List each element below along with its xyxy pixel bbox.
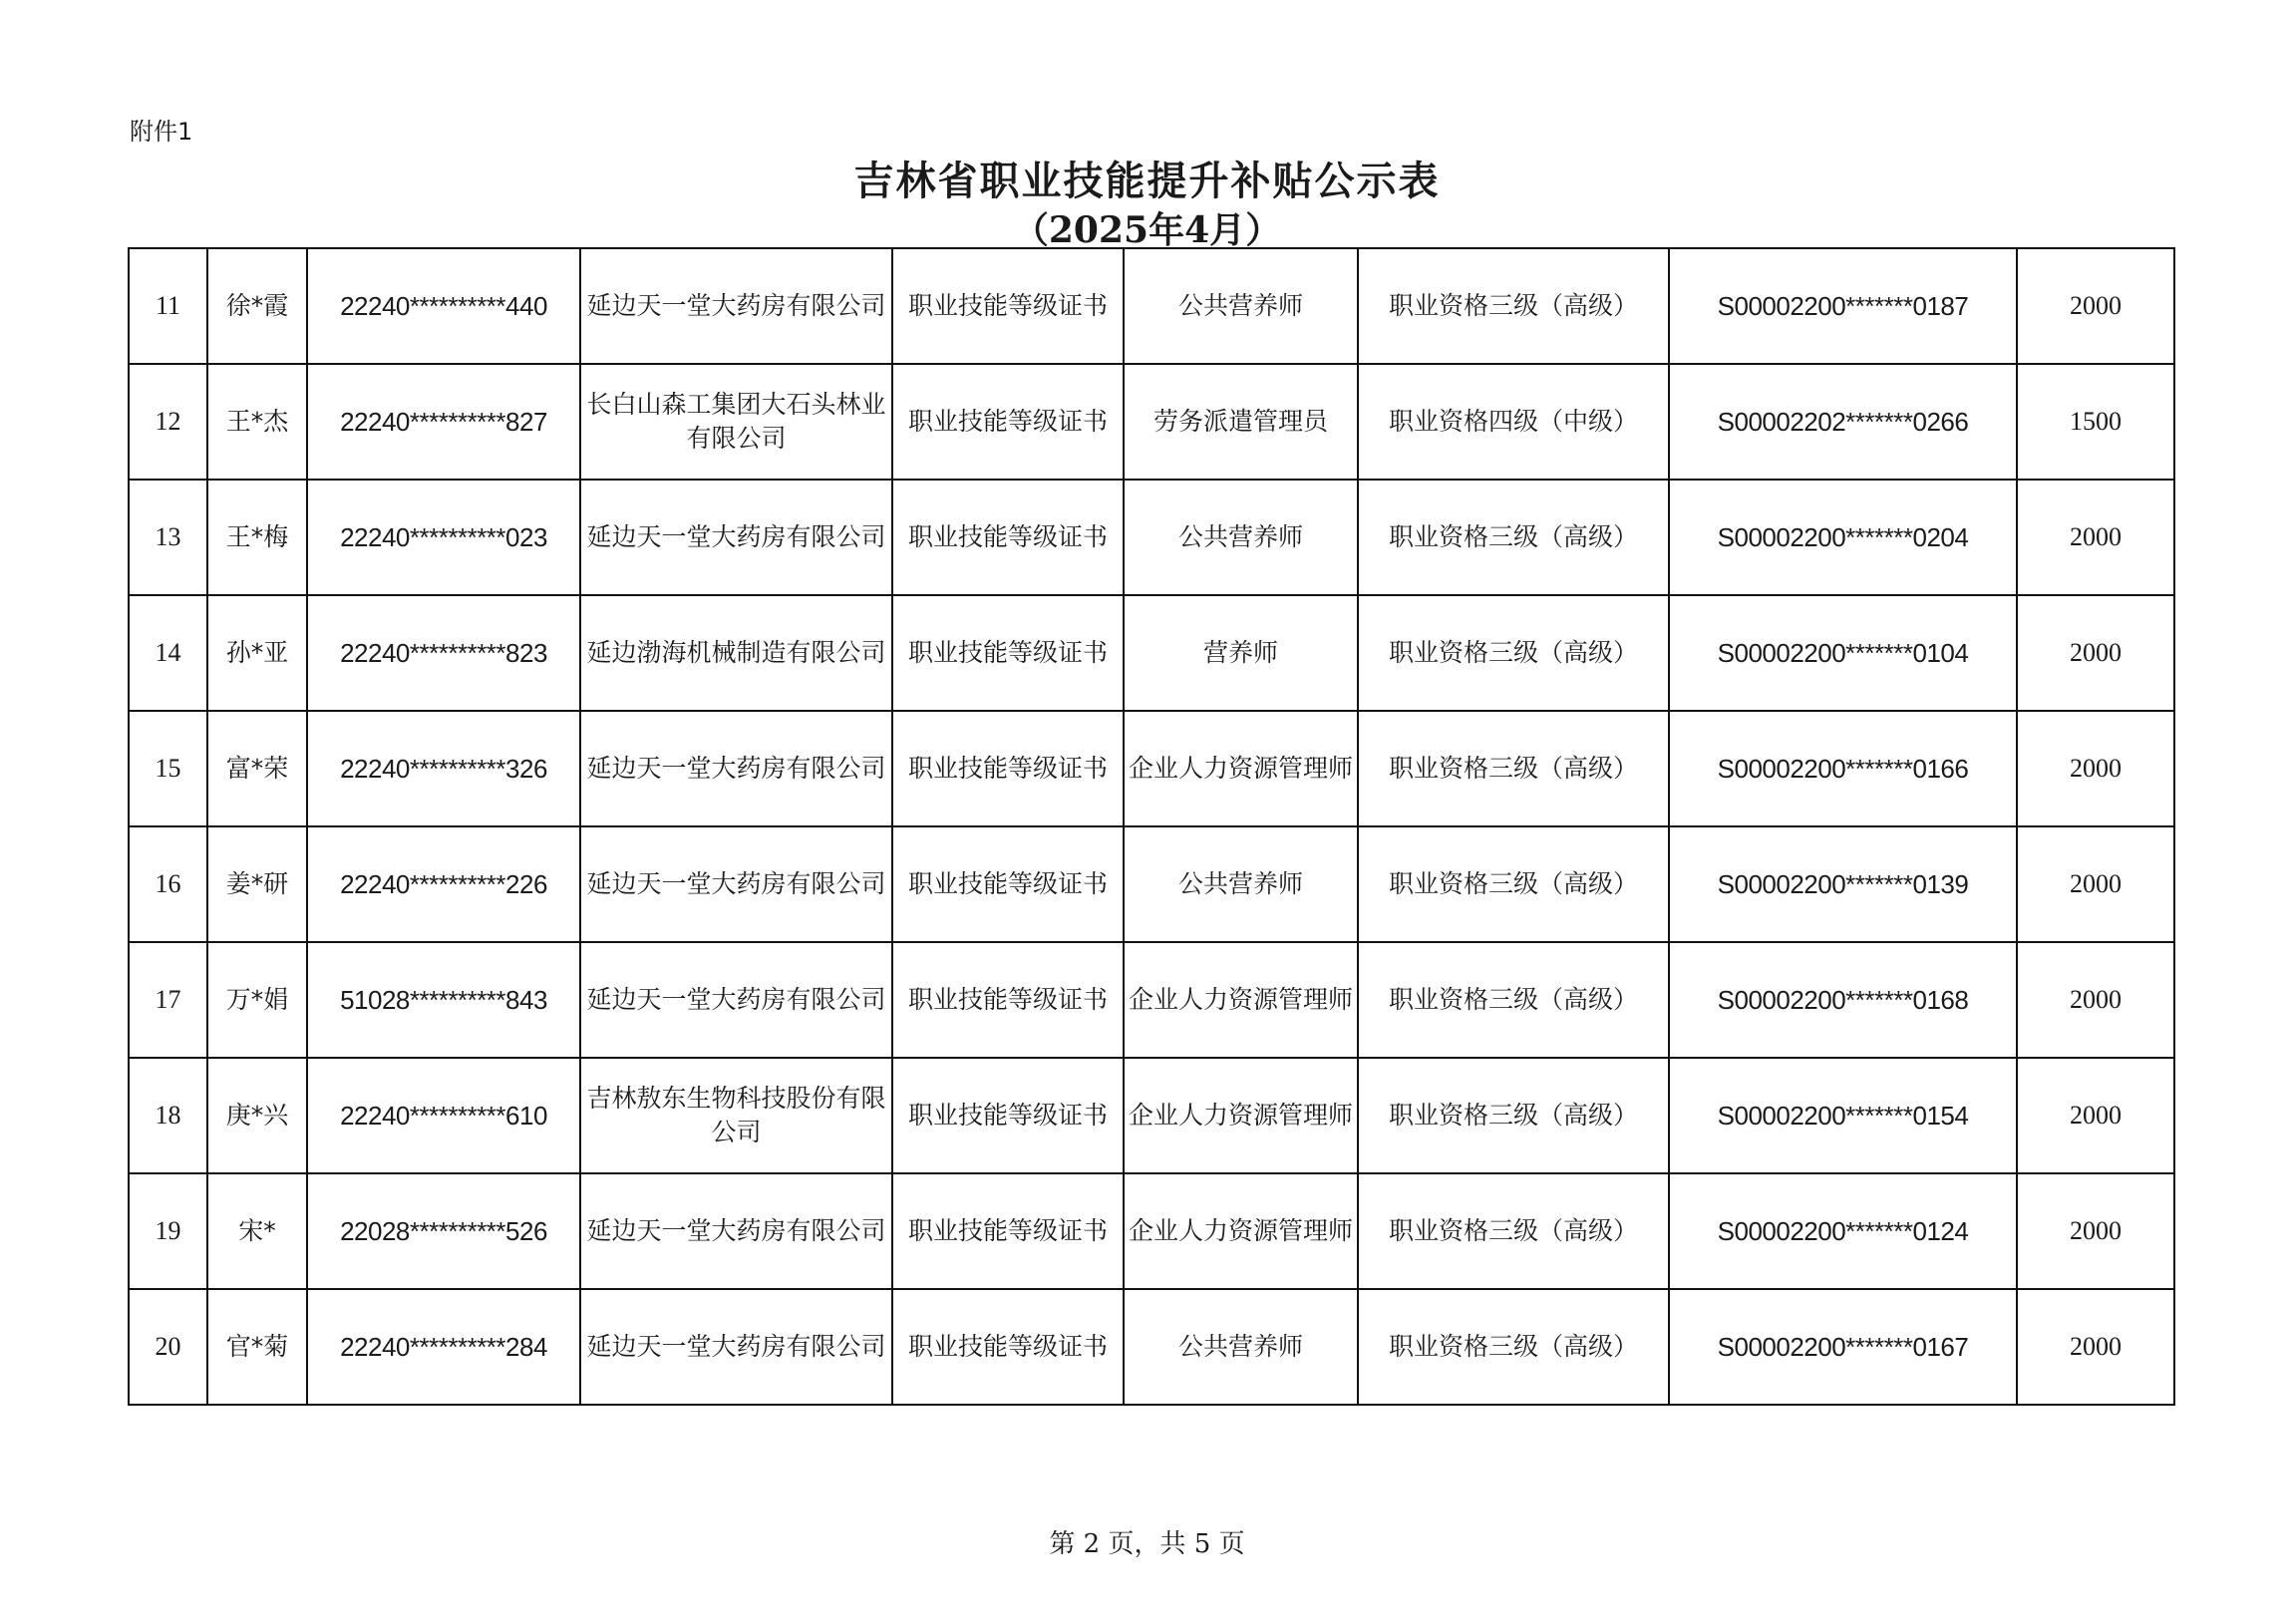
subsidy-amount-cell: 2000 — [2017, 942, 2174, 1058]
row-number-cell: 11 — [129, 248, 207, 364]
row-number-cell: 16 — [129, 826, 207, 942]
certificate-number-cell: S00002200*******0124 — [1669, 1173, 2017, 1289]
certificate-number-cell: S00002200*******0104 — [1669, 595, 2017, 711]
occupation-cell: 企业人力资源管理师 — [1124, 942, 1358, 1058]
certificate-type-cell: 职业技能等级证书 — [892, 1058, 1124, 1173]
certificate-number-cell: S00002202*******0266 — [1669, 364, 2017, 480]
certificate-type-cell: 职业技能等级证书 — [892, 595, 1124, 711]
person-name-cell: 富*荣 — [207, 711, 307, 826]
certificate-number-cell: S00002200*******0166 — [1669, 711, 2017, 826]
certificate-type-cell: 职业技能等级证书 — [892, 826, 1124, 942]
table-row — [129, 364, 2174, 480]
company-name-cell: 延边天一堂大药房有限公司 — [580, 826, 892, 942]
subsidy-table-body — [129, 248, 2174, 1405]
id-number-cell: 22240**********023 — [307, 480, 580, 595]
subsidy-amount-cell: 2000 — [2017, 1058, 2174, 1173]
qualification-level-cell: 职业资格四级（中级） — [1358, 364, 1669, 480]
table-row — [129, 1173, 2174, 1289]
company-name-cell: 延边渤海机械制造有限公司 — [580, 595, 892, 711]
qualification-level-cell: 职业资格三级（高级） — [1358, 942, 1669, 1058]
occupation-cell: 公共营养师 — [1124, 480, 1358, 595]
occupation-cell: 企业人力资源管理师 — [1124, 1173, 1358, 1289]
table-row — [129, 826, 2174, 942]
occupation-cell: 企业人力资源管理师 — [1124, 711, 1358, 826]
table-row — [129, 1289, 2174, 1405]
person-name-cell: 孙*亚 — [207, 595, 307, 711]
qualification-level-cell: 职业资格三级（高级） — [1358, 248, 1669, 364]
company-name-cell: 吉林敖东生物科技股份有限公司 — [580, 1058, 892, 1173]
qualification-level-cell: 职业资格三级（高级） — [1358, 1289, 1669, 1405]
qualification-level-cell: 职业资格三级（高级） — [1358, 1058, 1669, 1173]
qualification-level-cell: 职业资格三级（高级） — [1358, 480, 1669, 595]
occupation-cell: 劳务派遣管理员 — [1124, 364, 1358, 480]
company-name-cell: 延边天一堂大药房有限公司 — [580, 942, 892, 1058]
id-number-cell: 22240**********823 — [307, 595, 580, 711]
table-row — [129, 942, 2174, 1058]
certificate-number-cell: S00002200*******0139 — [1669, 826, 2017, 942]
id-number-cell: 22240**********827 — [307, 364, 580, 480]
id-number-cell: 22028**********526 — [307, 1173, 580, 1289]
qualification-level-cell: 职业资格三级（高级） — [1358, 1173, 1669, 1289]
id-number-cell: 22240**********226 — [307, 826, 580, 942]
subsidy-amount-cell: 2000 — [2017, 480, 2174, 595]
certificate-number-cell: S00002200*******0187 — [1669, 248, 2017, 364]
attachment-label: 附件1 — [130, 118, 193, 146]
table-row — [129, 1058, 2174, 1173]
qualification-level-cell: 职业资格三级（高级） — [1358, 826, 1669, 942]
person-name-cell: 宋* — [207, 1173, 307, 1289]
certificate-type-cell: 职业技能等级证书 — [892, 942, 1124, 1058]
company-name-cell: 延边天一堂大药房有限公司 — [580, 248, 892, 364]
certificate-number-cell: S00002200*******0204 — [1669, 480, 2017, 595]
id-number-cell: 22240**********610 — [307, 1058, 580, 1173]
row-number-cell: 12 — [129, 364, 207, 480]
subsidy-amount-cell: 2000 — [2017, 595, 2174, 711]
company-name-cell: 延边天一堂大药房有限公司 — [580, 1289, 892, 1405]
row-number-cell: 14 — [129, 595, 207, 711]
occupation-cell: 公共营养师 — [1124, 248, 1358, 364]
subsidy-amount-cell: 2000 — [2017, 711, 2174, 826]
page-title: 吉林省职业技能提升补贴公示表 — [853, 158, 1441, 204]
certificate-number-cell: S00002200*******0167 — [1669, 1289, 2017, 1405]
certificate-type-cell: 职业技能等级证书 — [892, 1173, 1124, 1289]
subsidy-amount-cell: 2000 — [2017, 826, 2174, 942]
subsidy-amount-cell: 2000 — [2017, 248, 2174, 364]
certificate-type-cell: 职业技能等级证书 — [892, 364, 1124, 480]
occupation-cell: 公共营养师 — [1124, 826, 1358, 942]
person-name-cell: 官*菊 — [207, 1289, 307, 1405]
certificate-number-cell: S00002200*******0154 — [1669, 1058, 2017, 1173]
person-name-cell: 徐*霞 — [207, 248, 307, 364]
occupation-cell: 公共营养师 — [1124, 1289, 1358, 1405]
page-number: 第 2 页，共 5 页 — [1049, 1529, 1245, 1559]
row-number-cell: 17 — [129, 942, 207, 1058]
subsidy-amount-cell: 2000 — [2017, 1173, 2174, 1289]
certificate-type-cell: 职业技能等级证书 — [892, 1289, 1124, 1405]
subsidy-amount-cell: 2000 — [2017, 1289, 2174, 1405]
subsidy-table — [128, 247, 2175, 1406]
person-name-cell: 王*梅 — [207, 480, 307, 595]
certificate-type-cell: 职业技能等级证书 — [892, 711, 1124, 826]
id-number-cell: 22240**********284 — [307, 1289, 580, 1405]
table-row — [129, 248, 2174, 364]
id-number-cell: 22240**********440 — [307, 248, 580, 364]
id-number-cell: 51028**********843 — [307, 942, 580, 1058]
row-number-cell: 13 — [129, 480, 207, 595]
company-name-cell: 延边天一堂大药房有限公司 — [580, 1173, 892, 1289]
person-name-cell: 庚*兴 — [207, 1058, 307, 1173]
subsidy-amount-cell: 1500 — [2017, 364, 2174, 480]
qualification-level-cell: 职业资格三级（高级） — [1358, 595, 1669, 711]
occupation-cell: 企业人力资源管理师 — [1124, 1058, 1358, 1173]
qualification-level-cell: 职业资格三级（高级） — [1358, 711, 1669, 826]
person-name-cell: 万*娟 — [207, 942, 307, 1058]
certificate-type-cell: 职业技能等级证书 — [892, 480, 1124, 595]
row-number-cell: 19 — [129, 1173, 207, 1289]
table-row — [129, 595, 2174, 711]
page-subtitle: （2025年4月） — [1012, 209, 1282, 251]
table-row — [129, 480, 2174, 595]
table-row — [129, 711, 2174, 826]
id-number-cell: 22240**********326 — [307, 711, 580, 826]
row-number-cell: 20 — [129, 1289, 207, 1405]
person-name-cell: 姜*研 — [207, 826, 307, 942]
company-name-cell: 延边天一堂大药房有限公司 — [580, 711, 892, 826]
row-number-cell: 18 — [129, 1058, 207, 1173]
person-name-cell: 王*杰 — [207, 364, 307, 480]
occupation-cell: 营养师 — [1124, 595, 1358, 711]
row-number-cell: 15 — [129, 711, 207, 826]
certificate-type-cell: 职业技能等级证书 — [892, 248, 1124, 364]
company-name-cell: 延边天一堂大药房有限公司 — [580, 480, 892, 595]
certificate-number-cell: S00002200*******0168 — [1669, 942, 2017, 1058]
company-name-cell: 长白山森工集团大石头林业有限公司 — [580, 364, 892, 480]
